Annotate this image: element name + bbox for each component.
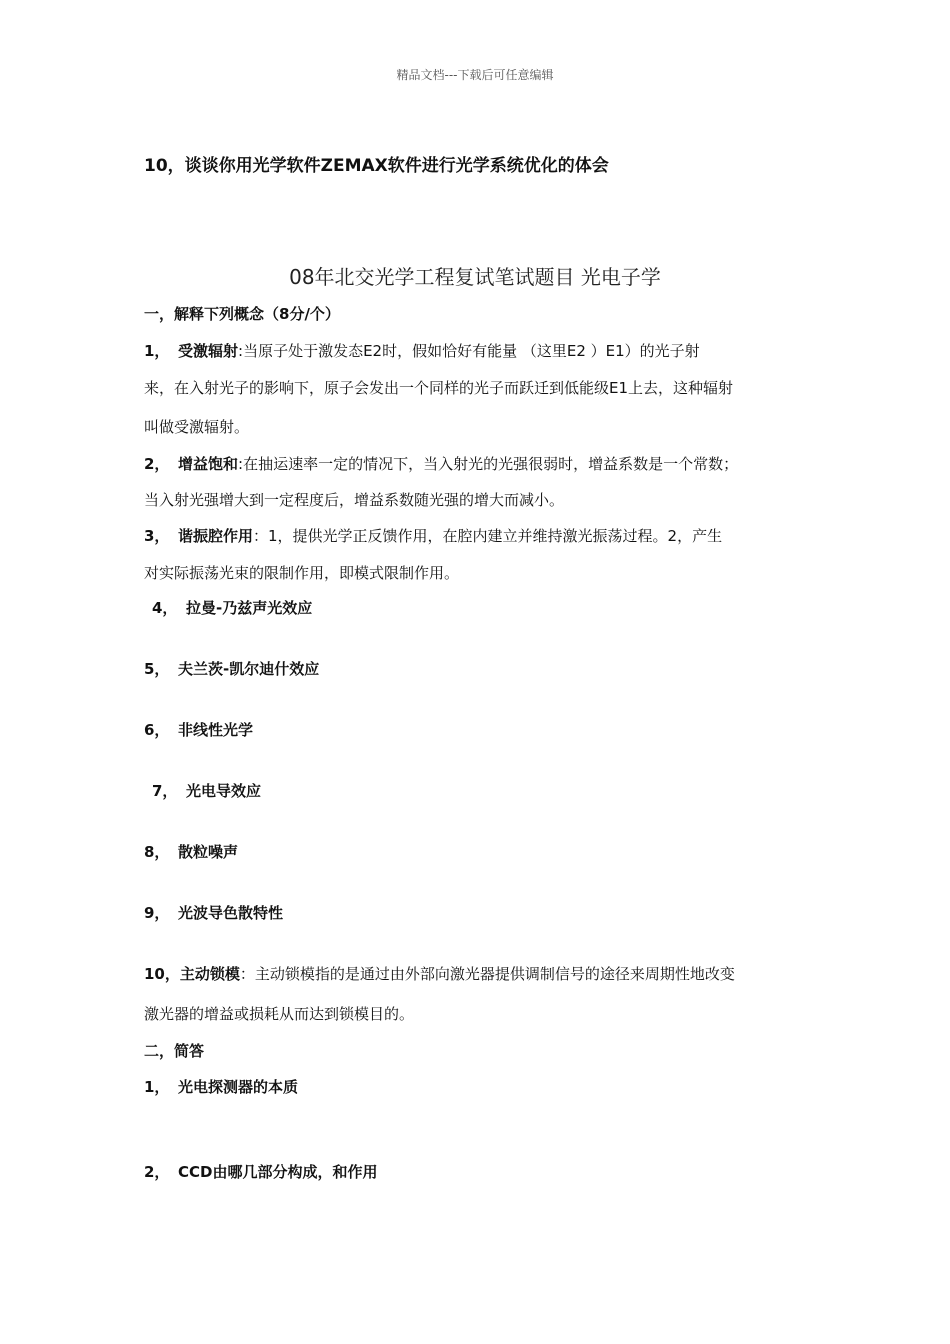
item-3-number: 3， bbox=[144, 527, 170, 545]
item-6-number: 6， bbox=[144, 721, 170, 739]
item-2-line-2: 当入射光强增大到一定程度后，增益系数随光强的增大而减小。 bbox=[144, 491, 565, 509]
item-7 bbox=[152, 780, 261, 801]
item-5-term: 夫兰茨-凯尔迪什效应 bbox=[178, 660, 320, 678]
item-5 bbox=[144, 658, 319, 679]
item-1-line-3: 叫做受激辐射。 bbox=[144, 418, 250, 436]
item-3-text: ：1，提供光学正反馈作用，在腔内建立并维持激光振荡过程。2，产生 bbox=[253, 527, 723, 545]
item-2-number: 2， bbox=[144, 455, 170, 473]
item-2-term: 增益饱和 bbox=[178, 455, 239, 473]
item-3-line-2: 对实际振荡光束的限制作用，即模式限制作用。 bbox=[144, 564, 460, 582]
short-answer-1-term: 光电探测器的本质 bbox=[178, 1078, 299, 1096]
item-8-number: 8， bbox=[144, 843, 170, 861]
item-1-text: :当原子处于激发态E2时，假如恰好有能量 （这里E2 ）E1）的光子射 bbox=[238, 342, 700, 360]
item-6 bbox=[144, 719, 253, 740]
item-1-term: 受激辐射 bbox=[178, 342, 239, 360]
item-8-term: 散粒噪声 bbox=[178, 843, 239, 861]
item-2-text: :在抽运速率一定的情况下，当入射光的光强很弱时，增益系数是一个常数； bbox=[238, 455, 739, 473]
short-answer-1-number: 1， bbox=[144, 1078, 170, 1096]
section-2-heading: 二，简答 bbox=[144, 1042, 205, 1060]
item-6-term: 非线性光学 bbox=[178, 721, 254, 739]
item-5-number: 5， bbox=[144, 660, 170, 678]
section-1-heading: 一，解释下列概念（8分/个） bbox=[144, 305, 340, 323]
item-1-line-1 bbox=[144, 340, 700, 361]
item-10-number: 10， bbox=[144, 965, 180, 983]
item-10-text: ：主动锁模指的是通过由外部向激光器提供调制信号的途径来周期性地改变 bbox=[239, 965, 735, 983]
item-8 bbox=[144, 841, 238, 862]
item-4-term: 拉曼-乃兹声光效应 bbox=[186, 599, 313, 617]
item-4-number: 4， bbox=[152, 599, 178, 617]
short-answer-1 bbox=[144, 1076, 298, 1097]
short-answer-2-term: CCD由哪几部分构成，和作用 bbox=[178, 1163, 378, 1181]
short-answer-2-number: 2， bbox=[144, 1163, 170, 1181]
item-3-line-1 bbox=[144, 525, 722, 546]
item-7-term: 光电导效应 bbox=[186, 782, 262, 800]
item-1-number: 1， bbox=[144, 342, 170, 360]
short-answer-2 bbox=[144, 1161, 377, 1182]
item-7-number: 7， bbox=[152, 782, 178, 800]
item-10-line-2: 激光器的增益或损耗从而达到锁模目的。 bbox=[144, 1005, 415, 1023]
item-3-term: 谐振腔作用 bbox=[178, 527, 254, 545]
question-10: 10，谈谈你用光学软件ZEMAX软件进行光学系统优化的体会 bbox=[144, 156, 609, 176]
item-2-line-1 bbox=[144, 453, 738, 474]
item-10-line-1 bbox=[144, 963, 735, 984]
exam-title: 08年北交光学工程复试笔试题目 光电子学 bbox=[289, 265, 661, 289]
item-9-term: 光波导色散特性 bbox=[178, 904, 284, 922]
page-header: 精品文档---下载后可任意编辑 bbox=[396, 68, 554, 82]
item-9-number: 9， bbox=[144, 904, 170, 922]
item-4 bbox=[152, 597, 312, 618]
item-1-line-2: 来，在入射光子的影响下，原子会发出一个同样的光子而跃迁到低能级E1上去，这种辐射 bbox=[144, 379, 734, 397]
item-10-term: 主动锁模 bbox=[179, 965, 240, 983]
item-9 bbox=[144, 902, 283, 923]
